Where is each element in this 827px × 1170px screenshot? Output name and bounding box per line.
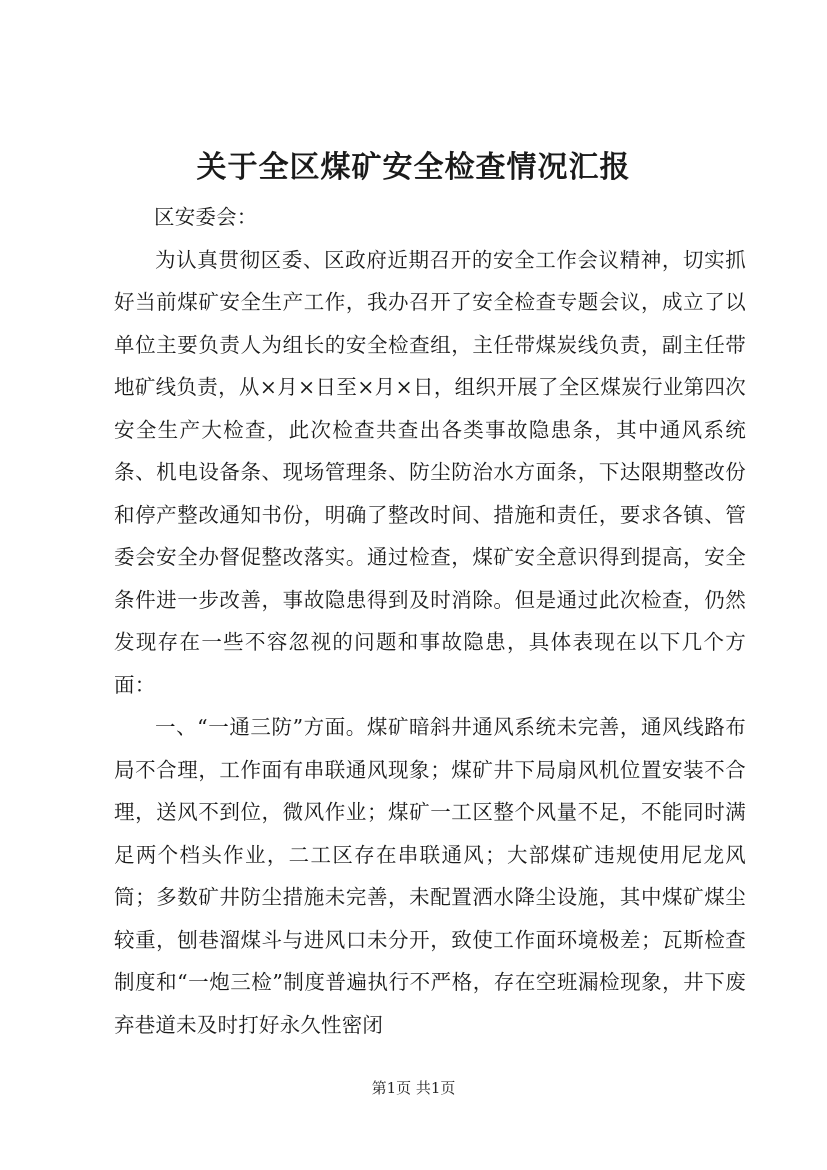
document-title: 关于全区煤矿安全检查情况汇报: [196, 150, 631, 185]
salutation: 区安委会：: [154, 205, 258, 229]
page-footer: [0, 1078, 827, 1098]
paragraph-ventilation: 一、“一通三防”方面。煤矿暗斜井通风系统未完善，通风线路布局不合理，工作面有串联通风现象；煤矿井下局扇风机位置安装不合理，送风不到位，微风作业；煤矿一工区整个风量不足，不能同时满足两个档头作业，二工区存在串联通风；大部煤矿违规使用尼龙风筒；多数矿井防尘措施未完善，未配置洒水降尘设施，其中煤矿煤尘较重，刨巷溜煤斗与进风口未分开，致使工作面环境极差；瓦斯检查制度和“一炮三检”制度普遍执行不严格，存在空班漏检现象，井下废弃巷道未及时打好永久性密闭: [114, 715, 746, 1037]
paragraph-intro: 为认真贯彻区委、区政府近期召开的安全工作会议精神，切实抓好当前煤矿安全生产工作，我办召开了安全检查专题会议，成立了以单位主要负责人为组长的安全检查组，主任带煤炭线负责，副主任带地矿线负责，从×月×日至×月×日，组织开展了全区煤炭行业第四次安全生产大检查，此次检查共查出各类事故隐患条，其中通风系统条、机电设备条、现场管理条、防尘防治水方面条，下达限期整改份和停产整改通知书份，明确了整改时间、措施和责任，要求各镇、管委会安全办督促整改落实。通过检查，煤矿安全意识得到提高，安全条件进一步改善，事故隐患得到及时消除。但是通过此次检查，仍然发现存在一些不容忽视的问题和事故隐患，具体表现在以下几个方面：: [114, 247, 746, 697]
document-body: [114, 196, 746, 1046]
page-number: 第1页 共1页: [371, 1079, 456, 1097]
